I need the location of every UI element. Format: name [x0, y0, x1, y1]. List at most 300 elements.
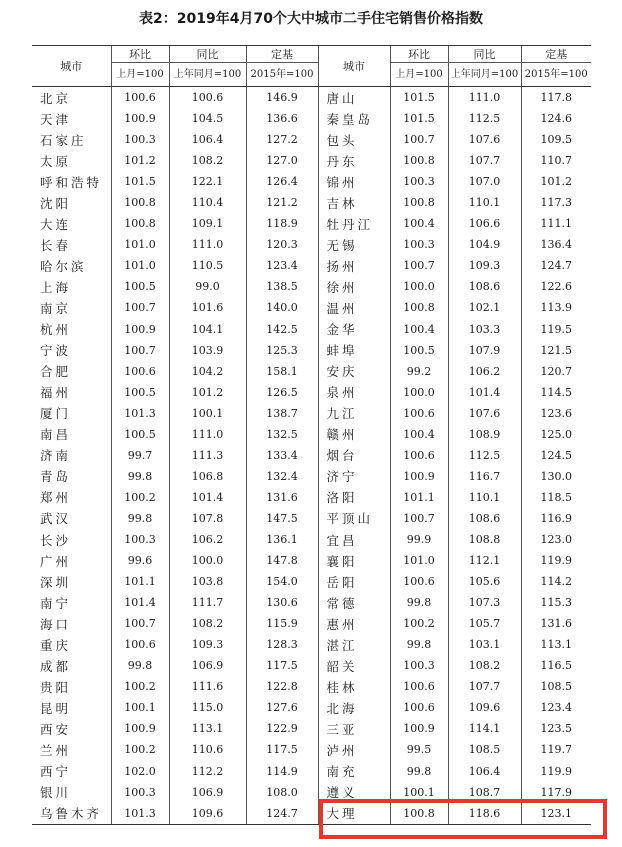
left-city-cell: 南京: [40, 300, 72, 316]
right-base-cell: 123.1: [521, 803, 591, 825]
left-mom-cell: 101.4: [111, 592, 169, 613]
table-row: [32, 697, 591, 718]
table-row: [32, 213, 591, 234]
left-yoy-cell: 110.6: [169, 739, 246, 760]
table-row: [32, 571, 591, 592]
right-mom-cell: 100.7: [390, 255, 448, 276]
left-base-cell: 120.3: [246, 234, 318, 255]
left-yoy-cell: 108.2: [169, 150, 246, 171]
table-row: [32, 276, 591, 297]
left-mom-cell: 100.6: [111, 87, 169, 109]
right-mom-cell: 100.1: [390, 782, 448, 803]
left-mom-cell: 100.2: [111, 487, 169, 508]
left-city-cell: 海口: [40, 616, 72, 632]
right-mom-cell: 100.2: [390, 613, 448, 634]
table-row: [32, 192, 591, 213]
right-city-cell: 泸州: [318, 739, 390, 760]
left-yoy-cell: 106.4: [169, 129, 246, 150]
left-yoy-cell: 107.8: [169, 508, 246, 529]
right-city-cell: 桂林: [318, 676, 390, 697]
right-base-cell: 124.7: [521, 255, 591, 276]
right-mom-cell: 100.9: [390, 466, 448, 487]
right-base-cell: 123.6: [521, 403, 591, 424]
left-yoy-cell: 108.2: [169, 613, 246, 634]
right-city-cell: 湛江: [318, 634, 390, 655]
subheader-yoy-right: 上年同月=100: [448, 63, 521, 87]
left-city-cell: 长春: [40, 237, 72, 253]
table-row: [32, 171, 591, 192]
right-city-cell: 韶关: [318, 655, 390, 676]
left-city-cell: 厦门: [40, 406, 72, 422]
right-base-cell: 118.5: [521, 487, 591, 508]
right-yoy-cell: 106.4: [448, 761, 521, 782]
right-base-cell: 119.9: [521, 550, 591, 571]
left-mom-cell: 100.2: [111, 676, 169, 697]
right-city-cell: 温州: [318, 297, 390, 318]
header-base-right: 定基: [521, 46, 591, 63]
right-city-cell: 北海: [318, 697, 390, 718]
right-base-cell: 113.1: [521, 634, 591, 655]
left-city-cell: 合肥: [40, 364, 72, 380]
right-base-cell: 124.6: [521, 108, 591, 129]
left-base-cell: 147.8: [246, 550, 318, 571]
right-city-cell: 唐山: [318, 87, 390, 109]
right-mom-cell: 100.8: [390, 297, 448, 318]
table-row: [32, 424, 591, 445]
left-city-cell: 哈尔滨: [40, 258, 87, 274]
right-mom-cell: 100.4: [390, 213, 448, 234]
right-base-cell: 123.5: [521, 718, 591, 739]
right-yoy-cell: 112.1: [448, 550, 521, 571]
left-yoy-cell: 101.6: [169, 297, 246, 318]
right-city-cell: 南充: [318, 761, 390, 782]
left-mom-cell: 100.9: [111, 108, 169, 129]
right-base-cell: 115.3: [521, 592, 591, 613]
right-yoy-cell: 101.4: [448, 382, 521, 403]
left-mom-cell: 101.0: [111, 234, 169, 255]
right-city-cell: 金华: [318, 319, 390, 340]
right-yoy-cell: 107.3: [448, 592, 521, 613]
right-city-cell: 无锡: [318, 234, 390, 255]
right-city-cell: 岳阳: [318, 571, 390, 592]
right-city-cell: 济宁: [318, 466, 390, 487]
left-base-cell: 138.7: [246, 403, 318, 424]
right-yoy-cell: 111.0: [448, 87, 521, 109]
table-row: [32, 739, 591, 760]
right-yoy-cell: 118.6: [448, 803, 521, 825]
right-city-cell: 烟台: [318, 445, 390, 466]
right-city-cell: 遵义: [318, 782, 390, 803]
left-base-cell: 121.2: [246, 192, 318, 213]
right-base-cell: 130.0: [521, 466, 591, 487]
left-yoy-cell: 100.1: [169, 403, 246, 424]
table-row: [32, 150, 591, 171]
left-mom-cell: 101.3: [111, 403, 169, 424]
table-row: [32, 508, 591, 529]
right-mom-cell: 99.5: [390, 739, 448, 760]
left-yoy-cell: 101.4: [169, 487, 246, 508]
right-yoy-cell: 108.9: [448, 424, 521, 445]
left-mom-cell: 102.0: [111, 761, 169, 782]
left-yoy-cell: 111.6: [169, 676, 246, 697]
right-yoy-cell: 107.0: [448, 171, 521, 192]
right-mom-cell: 100.9: [390, 718, 448, 739]
header-yoy-right: 同比: [448, 46, 521, 63]
left-yoy-cell: 109.3: [169, 634, 246, 655]
table-row: [32, 129, 591, 150]
left-yoy-cell: 106.8: [169, 466, 246, 487]
left-base-cell: 125.3: [246, 340, 318, 361]
right-city-cell: 平顶山: [318, 508, 390, 529]
left-city-cell: 成都: [40, 658, 72, 674]
right-mom-cell: 100.7: [390, 129, 448, 150]
left-base-cell: 158.1: [246, 361, 318, 382]
table-row: [32, 466, 591, 487]
left-city-cell: 大连: [40, 216, 72, 232]
left-base-cell: 131.6: [246, 487, 318, 508]
right-city-cell: 常德: [318, 592, 390, 613]
right-city-cell: 包头: [318, 129, 390, 150]
right-mom-cell: 100.8: [390, 803, 448, 825]
right-yoy-cell: 107.7: [448, 676, 521, 697]
right-mom-cell: 100.3: [390, 171, 448, 192]
right-yoy-cell: 112.5: [448, 445, 521, 466]
left-yoy-cell: 109.6: [169, 803, 246, 825]
right-base-cell: 109.5: [521, 129, 591, 150]
right-yoy-cell: 106.2: [448, 361, 521, 382]
right-mom-cell: 100.8: [390, 150, 448, 171]
left-mom-cell: 100.7: [111, 297, 169, 318]
left-mom-cell: 100.3: [111, 129, 169, 150]
right-city-cell: 扬州: [318, 255, 390, 276]
left-base-cell: 126.4: [246, 171, 318, 192]
left-city-cell: 银川: [40, 785, 72, 801]
right-base-cell: 114.5: [521, 382, 591, 403]
left-yoy-cell: 111.0: [169, 234, 246, 255]
right-city-cell: 秦皇岛: [318, 108, 390, 129]
left-base-cell: 142.5: [246, 319, 318, 340]
right-base-cell: 122.6: [521, 276, 591, 297]
left-base-cell: 117.5: [246, 739, 318, 760]
left-mom-cell: 100.9: [111, 319, 169, 340]
right-base-cell: 117.9: [521, 782, 591, 803]
subheader-yoy-left: 上年同月=100: [169, 63, 246, 87]
left-base-cell: 124.7: [246, 803, 318, 825]
left-mom-cell: 99.8: [111, 655, 169, 676]
left-yoy-cell: 110.5: [169, 255, 246, 276]
right-mom-cell: 100.6: [390, 445, 448, 466]
left-yoy-cell: 111.0: [169, 424, 246, 445]
right-yoy-cell: 106.6: [448, 213, 521, 234]
right-mom-cell: 100.6: [390, 676, 448, 697]
left-city-cell: 昆明: [40, 700, 72, 716]
right-mom-cell: 100.3: [390, 655, 448, 676]
right-mom-cell: 99.2: [390, 361, 448, 382]
left-base-cell: 108.0: [246, 782, 318, 803]
left-mom-cell: 100.8: [111, 192, 169, 213]
left-yoy-cell: 99.0: [169, 276, 246, 297]
left-yoy-cell: 103.8: [169, 571, 246, 592]
right-mom-cell: 99.8: [390, 634, 448, 655]
left-base-cell: 115.9: [246, 613, 318, 634]
left-yoy-cell: 100.0: [169, 550, 246, 571]
left-yoy-cell: 111.7: [169, 592, 246, 613]
left-base-cell: 122.8: [246, 676, 318, 697]
subheader-mom-left: 上月=100: [111, 63, 169, 87]
right-yoy-cell: 105.6: [448, 571, 521, 592]
left-city-cell: 武汉: [40, 511, 72, 527]
table-row: [32, 676, 591, 697]
left-mom-cell: 100.8: [111, 213, 169, 234]
right-base-cell: 123.4: [521, 697, 591, 718]
left-yoy-cell: 122.1: [169, 171, 246, 192]
table-body: [32, 87, 591, 825]
right-yoy-cell: 105.7: [448, 613, 521, 634]
left-base-cell: 136.6: [246, 108, 318, 129]
right-city-cell: 蚌埠: [318, 340, 390, 361]
left-base-cell: 122.9: [246, 718, 318, 739]
left-yoy-cell: 110.4: [169, 192, 246, 213]
table-row: [32, 255, 591, 276]
left-mom-cell: 100.3: [111, 529, 169, 550]
table-row: [32, 297, 591, 318]
left-city-cell: 上海: [40, 279, 72, 295]
left-base-cell: 140.0: [246, 297, 318, 318]
right-mom-cell: 100.6: [390, 571, 448, 592]
right-mom-cell: 100.8: [390, 192, 448, 213]
right-base-cell: 119.9: [521, 761, 591, 782]
left-city-cell: 太原: [40, 153, 72, 169]
left-mom-cell: 101.0: [111, 255, 169, 276]
right-base-cell: 123.0: [521, 529, 591, 550]
right-base-cell: 119.7: [521, 739, 591, 760]
right-base-cell: 113.9: [521, 297, 591, 318]
left-base-cell: 154.0: [246, 571, 318, 592]
left-mom-cell: 100.9: [111, 718, 169, 739]
left-mom-cell: 100.2: [111, 739, 169, 760]
right-base-cell: 110.7: [521, 150, 591, 171]
right-base-cell: 131.6: [521, 613, 591, 634]
left-city-cell: 宁波: [40, 343, 72, 359]
left-base-cell: 130.6: [246, 592, 318, 613]
left-base-cell: 132.4: [246, 466, 318, 487]
right-base-cell: 111.1: [521, 213, 591, 234]
right-city-cell: 泉州: [318, 382, 390, 403]
left-city-cell: 北京: [40, 90, 72, 106]
right-mom-cell: 100.0: [390, 382, 448, 403]
table-row: [32, 319, 591, 340]
left-city-cell: 广州: [40, 553, 72, 569]
right-mom-cell: 100.4: [390, 424, 448, 445]
right-mom-cell: 101.5: [390, 108, 448, 129]
right-city-cell: 九江: [318, 403, 390, 424]
left-city-cell: 福州: [40, 385, 72, 401]
left-mom-cell: 100.5: [111, 382, 169, 403]
left-city-cell: 郑州: [40, 490, 72, 506]
left-yoy-cell: 112.2: [169, 761, 246, 782]
right-yoy-cell: 112.5: [448, 108, 521, 129]
left-city-cell: 兰州: [40, 742, 72, 758]
table-row: [32, 234, 591, 255]
left-base-cell: 136.1: [246, 529, 318, 550]
left-yoy-cell: 104.2: [169, 361, 246, 382]
right-yoy-cell: 103.1: [448, 634, 521, 655]
right-city-cell: 丹东: [318, 150, 390, 171]
header-base-left: 定基: [246, 46, 318, 63]
right-mom-cell: 100.4: [390, 319, 448, 340]
left-yoy-cell: 101.2: [169, 382, 246, 403]
right-base-cell: 108.5: [521, 676, 591, 697]
right-yoy-cell: 108.5: [448, 739, 521, 760]
table-row: [32, 87, 591, 109]
right-base-cell: 125.0: [521, 424, 591, 445]
right-yoy-cell: 109.6: [448, 697, 521, 718]
table-row: [32, 613, 591, 634]
table-row: [32, 592, 591, 613]
left-city-cell: 深圳: [40, 574, 72, 590]
table-row: [32, 382, 591, 403]
left-city-cell: 天津: [40, 111, 72, 127]
table-row: [32, 361, 591, 382]
right-yoy-cell: 108.6: [448, 276, 521, 297]
table-row: [32, 529, 591, 550]
left-yoy-cell: 109.1: [169, 213, 246, 234]
left-mom-cell: 101.2: [111, 150, 169, 171]
left-base-cell: 138.5: [246, 276, 318, 297]
right-yoy-cell: 108.8: [448, 529, 521, 550]
right-base-cell: 124.5: [521, 445, 591, 466]
left-mom-cell: 99.8: [111, 466, 169, 487]
left-city-cell: 乌鲁木齐: [32, 803, 111, 825]
left-city-cell: 西宁: [40, 764, 72, 780]
right-city-cell: 赣州: [318, 424, 390, 445]
left-base-cell: 146.9: [246, 87, 318, 109]
left-base-cell: 128.3: [246, 634, 318, 655]
table-row: [32, 403, 591, 424]
right-mom-cell: 100.0: [390, 276, 448, 297]
right-yoy-cell: 107.6: [448, 129, 521, 150]
left-base-cell: 123.4: [246, 255, 318, 276]
left-city-cell: 沈阳: [40, 195, 72, 211]
right-mom-cell: 100.7: [390, 508, 448, 529]
right-base-cell: 119.5: [521, 319, 591, 340]
right-yoy-cell: 114.1: [448, 718, 521, 739]
right-yoy-cell: 110.1: [448, 192, 521, 213]
price-index-table: [32, 45, 591, 825]
right-city-cell: 牡丹江: [318, 213, 390, 234]
right-mom-cell: 101.0: [390, 550, 448, 571]
left-city-cell: 西安: [40, 721, 72, 737]
right-yoy-cell: 116.7: [448, 466, 521, 487]
table-row: [32, 718, 591, 739]
left-city-cell: 南宁: [40, 595, 72, 611]
left-city-cell: 杭州: [40, 322, 72, 338]
left-mom-cell: 100.7: [111, 613, 169, 634]
left-yoy-cell: 106.9: [169, 782, 246, 803]
right-yoy-cell: 108.7: [448, 782, 521, 803]
right-yoy-cell: 107.7: [448, 150, 521, 171]
right-yoy-cell: 108.6: [448, 508, 521, 529]
header-mom-right: 环比: [390, 46, 448, 63]
left-mom-cell: 99.6: [111, 550, 169, 571]
left-yoy-cell: 106.9: [169, 655, 246, 676]
left-yoy-cell: 111.3: [169, 445, 246, 466]
left-mom-cell: 100.5: [111, 424, 169, 445]
right-yoy-cell: 107.9: [448, 340, 521, 361]
left-mom-cell: 100.5: [111, 276, 169, 297]
left-base-cell: 132.5: [246, 424, 318, 445]
right-base-cell: 117.3: [521, 192, 591, 213]
left-yoy-cell: 103.9: [169, 340, 246, 361]
right-base-cell: 101.2: [521, 171, 591, 192]
table-row: [32, 655, 591, 676]
left-city-cell: 青岛: [40, 469, 72, 485]
left-city-cell: 石家庄: [40, 132, 87, 148]
right-mom-cell: 100.5: [390, 340, 448, 361]
right-yoy-cell: 107.6: [448, 403, 521, 424]
subheader-base-left: 2015年=100: [246, 63, 318, 87]
left-base-cell: 127.2: [246, 129, 318, 150]
left-base-cell: 126.5: [246, 382, 318, 403]
table-row: [32, 634, 591, 655]
left-mom-cell: 101.5: [111, 171, 169, 192]
left-city-cell: 南昌: [40, 427, 72, 443]
table-row: [32, 487, 591, 508]
right-city-cell: 襄阳: [318, 550, 390, 571]
right-yoy-cell: 109.3: [448, 255, 521, 276]
left-yoy-cell: 115.0: [169, 697, 246, 718]
left-base-cell: 114.9: [246, 761, 318, 782]
right-yoy-cell: 102.1: [448, 297, 521, 318]
right-mom-cell: 100.6: [390, 697, 448, 718]
right-city-cell: 惠州: [318, 613, 390, 634]
left-city-cell: 济南: [40, 448, 72, 464]
right-mom-cell: 101.5: [390, 87, 448, 109]
right-yoy-cell: 110.1: [448, 487, 521, 508]
header-mom-left: 环比: [111, 46, 169, 63]
left-base-cell: 118.9: [246, 213, 318, 234]
left-city-cell: 贵阳: [40, 679, 72, 695]
table-row: [32, 340, 591, 361]
right-mom-cell: 100.3: [390, 234, 448, 255]
left-base-cell: 127.0: [246, 150, 318, 171]
right-city-cell: 洛阳: [318, 487, 390, 508]
left-yoy-cell: 100.6: [169, 87, 246, 109]
right-base-cell: 116.5: [521, 655, 591, 676]
left-yoy-cell: 104.5: [169, 108, 246, 129]
left-mom-cell: 100.1: [111, 697, 169, 718]
subheader-base-right: 2015年=100: [521, 63, 591, 87]
left-mom-cell: 100.6: [111, 361, 169, 382]
table-row: [32, 761, 591, 782]
right-base-cell: 116.9: [521, 508, 591, 529]
right-base-cell: 117.8: [521, 87, 591, 109]
left-base-cell: 127.6: [246, 697, 318, 718]
left-mom-cell: 99.7: [111, 445, 169, 466]
left-base-cell: 147.5: [246, 508, 318, 529]
left-mom-cell: 101.1: [111, 571, 169, 592]
header-city-right: 城市: [318, 46, 390, 87]
right-city-cell: 锦州: [318, 171, 390, 192]
right-mom-cell: 99.8: [390, 761, 448, 782]
right-base-cell: 114.2: [521, 571, 591, 592]
right-mom-cell: 99.8: [390, 592, 448, 613]
table-title: 表2：2019年4月70个大中城市二手住宅销售价格指数: [139, 11, 483, 27]
right-yoy-cell: 103.3: [448, 319, 521, 340]
right-city-cell: 宜昌: [318, 529, 390, 550]
left-mom-cell: 100.7: [111, 340, 169, 361]
left-yoy-cell: 113.1: [169, 718, 246, 739]
